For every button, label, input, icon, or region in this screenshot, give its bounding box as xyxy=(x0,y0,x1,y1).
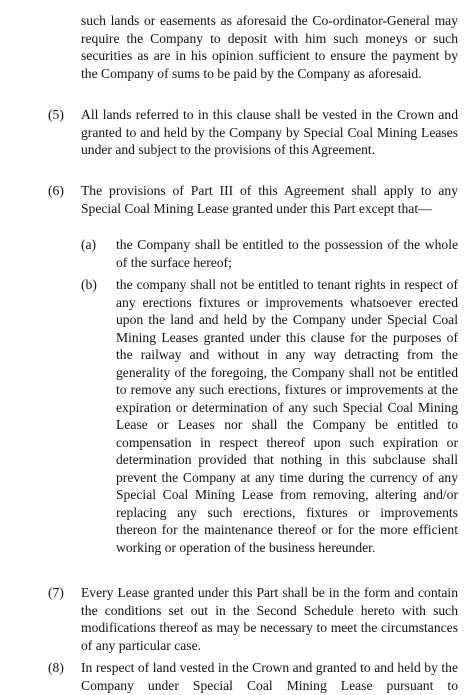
clause-6-text: The provisions of Part III of this Agreement shall apply to any Special Coal Mining Lease granted under this Part except that— xyxy=(81,183,458,216)
subclause-label-a: (a) xyxy=(81,237,97,252)
clause-5 xyxy=(81,106,458,159)
clause-number-7: (7) xyxy=(48,585,64,600)
subclause-a-text: the Company shall be entitled to the possession of the whole of the surface hereof; xyxy=(116,237,458,270)
continuation-text: such lands or easements as aforesaid the Co-ordinator-General may require the Company to deposit with him such moneys or such securities as are in his opinion sufficient to ensure the payment by the Company of sums to be paid by the Company as aforesaid. xyxy=(81,13,458,81)
subclause-a xyxy=(116,236,458,271)
clause-7-text: Every Lease granted under this Part shall be in the form and contain the conditions set out in the Second Schedule hereto with such modifications thereof as may be necessary to meet the circumstances of any particular case. xyxy=(81,585,458,653)
clause-8-text: In respect of land vested in the Crown and granted to and held by the Company under Special Coal Mining Lease pursuant to xyxy=(81,660,458,693)
clause-5-text: All lands referred to in this clause shall be vested in the Crown and granted to and held by the Company by Special Coal Mining Leases under and subject to the provisions of this Agreement. xyxy=(81,107,458,157)
clause-8 xyxy=(81,659,458,694)
continuation-paragraph xyxy=(81,12,458,82)
clause-number-5: (5) xyxy=(48,107,64,122)
clause-number-6: (6) xyxy=(48,183,64,198)
clause-6 xyxy=(81,182,458,217)
clause-number-8: (8) xyxy=(48,660,64,675)
subclause-b xyxy=(116,276,458,556)
subclause-b-text: the company shall not be entitled to tenant rights in respect of any erections fixtures or improvements whatsoever erected upon the land and held by the Company under Special Coal Mining Leases granted under this clause for the purposes of the railway and without in any way detracting from the generality of the foregoing, the Company shall not be entitled to remove any such erections, fixtures or improvements at the expiration or determination of any such Special Coal Mining Lease or Leases nor shall the Company be entitled to compensation in respect thereof upon such expiration or determination provided that nothing in this subclause shall prevent the Company at any time during the currency of any Special Coal Mining Lease from removing, altering and/or replacing any such erections, fixtures or improvements thereon for the maintenance thereof or for the more efficient working or operation of the business hereunder. xyxy=(116,277,458,555)
clause-7 xyxy=(81,584,458,654)
subclause-label-b: (b) xyxy=(81,277,97,292)
